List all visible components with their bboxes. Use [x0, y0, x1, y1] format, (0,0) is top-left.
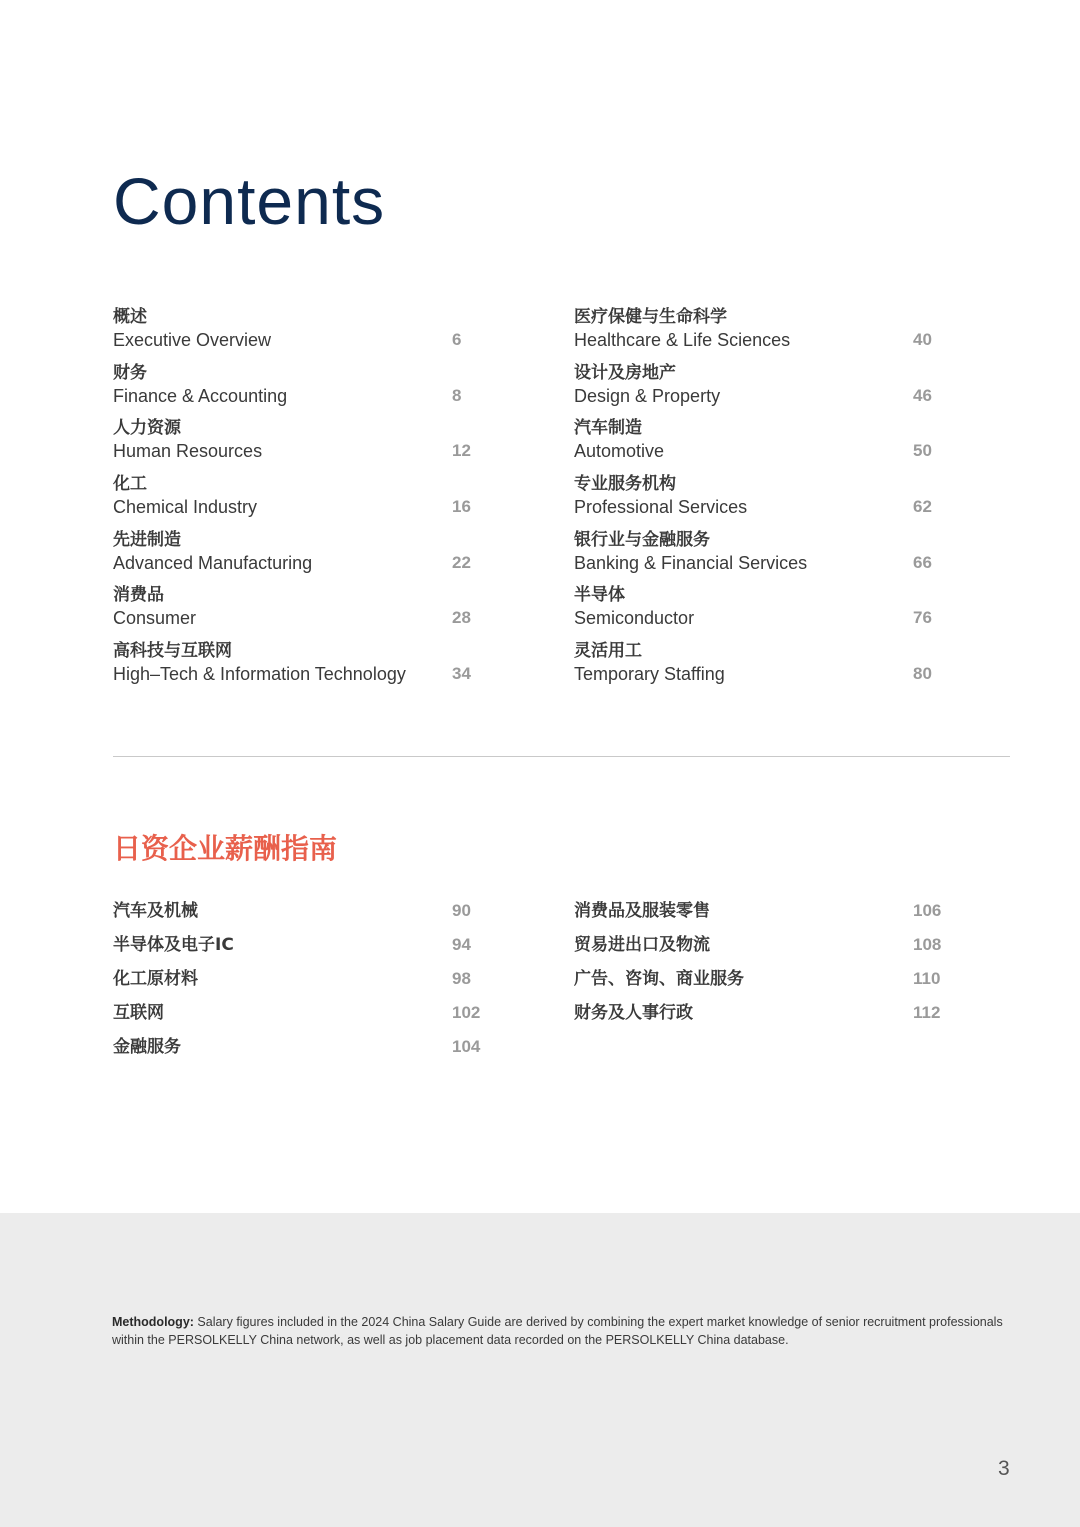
toc-entry-cn: 专业服务机构	[574, 474, 676, 495]
toc-entry-en: Consumer	[113, 608, 197, 629]
toc-entry-finance-accounting[interactable]	[113, 362, 483, 418]
toc-entry-cn: 财务	[113, 362, 147, 383]
toc-entry-en: Human Resources	[113, 441, 263, 462]
jp-entry-label: 金融服务	[113, 1037, 181, 1057]
toc-entry-cn: 设计及房地产	[574, 362, 676, 383]
toc-entry-healthcare[interactable]	[574, 306, 944, 362]
toc-entry-en: Chemical Industry	[113, 497, 258, 518]
toc-entry-page: 34	[452, 664, 471, 684]
toc-entry-page: 16	[452, 497, 471, 517]
toc-entry-cn: 灵活用工	[574, 641, 642, 662]
toc-entry-en: Executive Overview	[113, 330, 272, 350]
toc-entry-page: 12	[452, 441, 471, 461]
toc-entry-page: 28	[452, 608, 471, 628]
toc-entry-page: 62	[913, 497, 932, 517]
toc-entry-cn: 高科技与互联网	[113, 641, 232, 662]
jp-entry-label: 半导体及电子IC	[113, 935, 234, 955]
toc-entry-en: Healthcare & Life Sciences	[574, 330, 791, 350]
jp-entry-page: 102	[452, 1003, 481, 1022]
page-number: 3	[998, 1457, 1010, 1480]
jp-entry-page: 94	[452, 935, 471, 954]
jp-entry[interactable]	[574, 1001, 954, 1035]
japanese-guide-column-left	[113, 899, 493, 1069]
jp-entry-page: 106	[913, 901, 942, 920]
methodology-label: Methodology:	[112, 1315, 194, 1329]
toc-entry-design-property[interactable]	[574, 362, 944, 418]
page-title: Contents	[113, 164, 386, 238]
jp-entry[interactable]	[574, 899, 954, 933]
toc-entry-en: Temporary Staffing	[574, 664, 725, 685]
toc-entry-cn: 化工	[113, 474, 147, 495]
toc-entry-cn: 半导体	[574, 585, 625, 606]
jp-entry-label: 消费品及服装零售	[574, 901, 710, 921]
jp-entry-label: 广告、咨询、商业服务	[574, 969, 744, 989]
toc-entry-en: Semiconductor	[574, 608, 695, 629]
toc-entry-page: 8	[452, 385, 462, 405]
jp-entry-label: 汽车及机械	[113, 901, 198, 921]
toc-entry-page: 40	[913, 330, 932, 349]
jp-entry-page: 110	[913, 969, 941, 988]
toc-entry-cn: 概述	[113, 307, 147, 327]
toc-entry-page: 80	[913, 664, 932, 684]
toc-entry-en: Banking & Financial Services	[574, 552, 808, 573]
toc-entry-cn: 先进制造	[113, 529, 181, 550]
toc-entry-en: Advanced Manufacturing	[113, 552, 313, 573]
toc-entry-high-tech[interactable]	[113, 640, 483, 696]
jp-entry[interactable]	[113, 1001, 493, 1035]
section-divider	[113, 756, 1010, 757]
toc-entry-cn: 医疗保健与生命科学	[574, 307, 727, 327]
toc-entry-executive-overview[interactable]	[113, 306, 483, 362]
jp-entry-page: 112	[913, 1003, 941, 1022]
toc-entry-page: 50	[913, 441, 932, 461]
toc-entry-cn: 消费品	[113, 585, 164, 606]
toc-entry-cn: 汽车制造	[574, 418, 642, 439]
toc-entry-en: High–Tech & Information Technology	[113, 664, 406, 685]
jp-entry[interactable]	[113, 967, 493, 1001]
jp-entry[interactable]	[113, 899, 493, 933]
jp-entry-page: 98	[452, 969, 471, 988]
toc-entry-cn: 人力资源	[113, 418, 181, 439]
methodology-note	[112, 1313, 1012, 1349]
jp-entry[interactable]	[574, 967, 954, 1001]
toc-entry-page: 46	[913, 385, 932, 405]
japanese-guide-column-right	[574, 899, 954, 1035]
jp-entry-page: 90	[452, 901, 471, 920]
toc-entry-semiconductor[interactable]	[574, 584, 944, 640]
jp-entry-label: 化工原材料	[113, 969, 198, 989]
toc-entry-advanced-manufacturing[interactable]	[113, 529, 483, 585]
toc-entry-page: 22	[452, 552, 471, 572]
toc-column-left	[113, 306, 483, 696]
methodology-text: Salary figures included in the 2024 China Salary Guide are derived by combining the expert market knowledge of senior recruitment professionals within the PERSOLKELLY China network, as well as job placement data recorded on the PERSOLKELLY China database.	[112, 1315, 1003, 1347]
toc-entry-banking-financial[interactable]	[574, 529, 944, 585]
toc-entry-cn: 银行业与金融服务	[574, 529, 710, 550]
toc-entry-professional-services[interactable]	[574, 473, 944, 529]
footer-panel	[0, 1213, 1080, 1527]
toc-column-right	[574, 306, 944, 696]
toc-entry-en: Design & Property	[574, 385, 721, 406]
toc-entry-human-resources[interactable]	[113, 417, 483, 473]
jp-entry[interactable]	[574, 933, 954, 967]
toc-entry-en: Finance & Accounting	[113, 385, 288, 406]
toc-entry-temporary-staffing[interactable]	[574, 640, 944, 696]
jp-entry-label: 财务及人事行政	[574, 1003, 693, 1023]
jp-entry-page: 104	[452, 1037, 481, 1056]
toc-entry-chemical-industry[interactable]	[113, 473, 483, 529]
jp-entry-page: 108	[913, 935, 942, 954]
toc-entry-consumer[interactable]	[113, 584, 483, 640]
jp-entry-label: 贸易进出口及物流	[574, 935, 710, 955]
toc-entry-page: 76	[913, 608, 932, 628]
jp-entry-label: 互联网	[113, 1003, 164, 1023]
jp-entry[interactable]	[113, 933, 493, 967]
toc-entry-automotive[interactable]	[574, 417, 944, 473]
jp-entry[interactable]	[113, 1035, 493, 1069]
toc-entry-en: Automotive	[574, 441, 665, 462]
toc-entry-en: Professional Services	[574, 497, 748, 518]
toc-entry-page: 6	[452, 330, 462, 349]
toc-entry-page: 66	[913, 552, 932, 572]
japanese-guide-title: 日资企业薪酬指南	[113, 832, 338, 865]
